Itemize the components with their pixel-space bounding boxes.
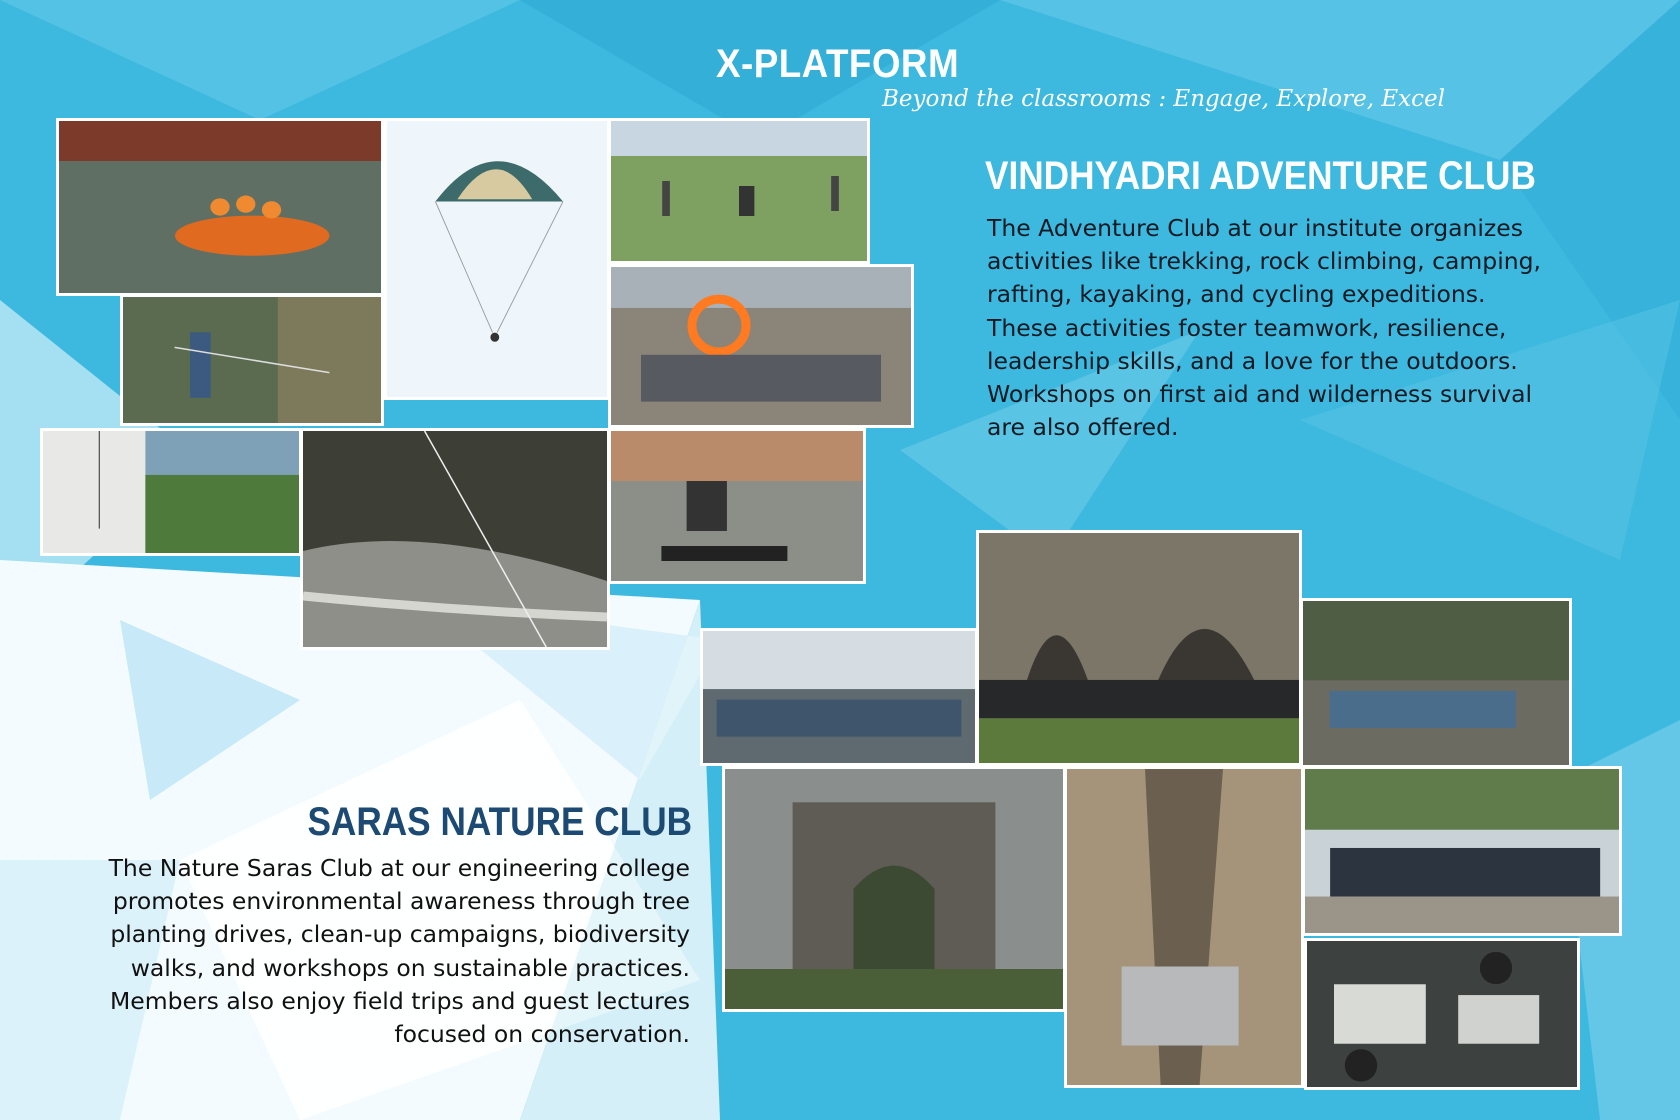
photo-ring-of-fire <box>608 264 914 428</box>
photo-bike-stunt <box>608 428 866 584</box>
photo-rock-gully <box>1064 766 1304 1088</box>
photo-rock-valley <box>300 428 610 650</box>
photo-drawing-workshop <box>1304 938 1580 1090</box>
adventure-club-description: The Adventure Club at our institute organizes activities like trekking, rock climbing, camping, rafting, kayaking, and cycling expeditions. These activities foster teamwork, resilience, leadership skills, and a love for the outdoors. Workshops on first aid and wilderness survival are also offered. <box>987 214 1542 442</box>
photo-parachute <box>384 118 610 400</box>
page-title: X-PLATFORM <box>716 42 960 86</box>
tagline: Beyond the classrooms : Engage, Explore, Excel <box>882 86 1445 112</box>
photo-rappelling-building <box>40 428 302 556</box>
photo-motorbike-field <box>608 118 870 264</box>
photo-rafting <box>56 118 384 296</box>
adventure-club-heading: VINDHYADRI ADVENTURE CLUB <box>985 154 1536 198</box>
photo-group-viewpoint <box>700 628 978 766</box>
photo-fort-gate <box>722 766 1066 1012</box>
nature-club-heading: SARAS NATURE CLUB <box>307 800 692 844</box>
nature-club-description: The Nature Saras Club at our engineering college promotes environmental awareness through tree planting drives, clean-up campaigns, biodiversity walks, and workshops on sustainable practices. Members also enjoy field trips and guest lectures focused on conservation. <box>108 854 690 1049</box>
photo-group-fort-arches <box>976 530 1302 766</box>
photo-rope-training <box>120 294 384 426</box>
photo-forest-group <box>1300 598 1572 768</box>
photo-group-trees <box>1302 766 1622 936</box>
